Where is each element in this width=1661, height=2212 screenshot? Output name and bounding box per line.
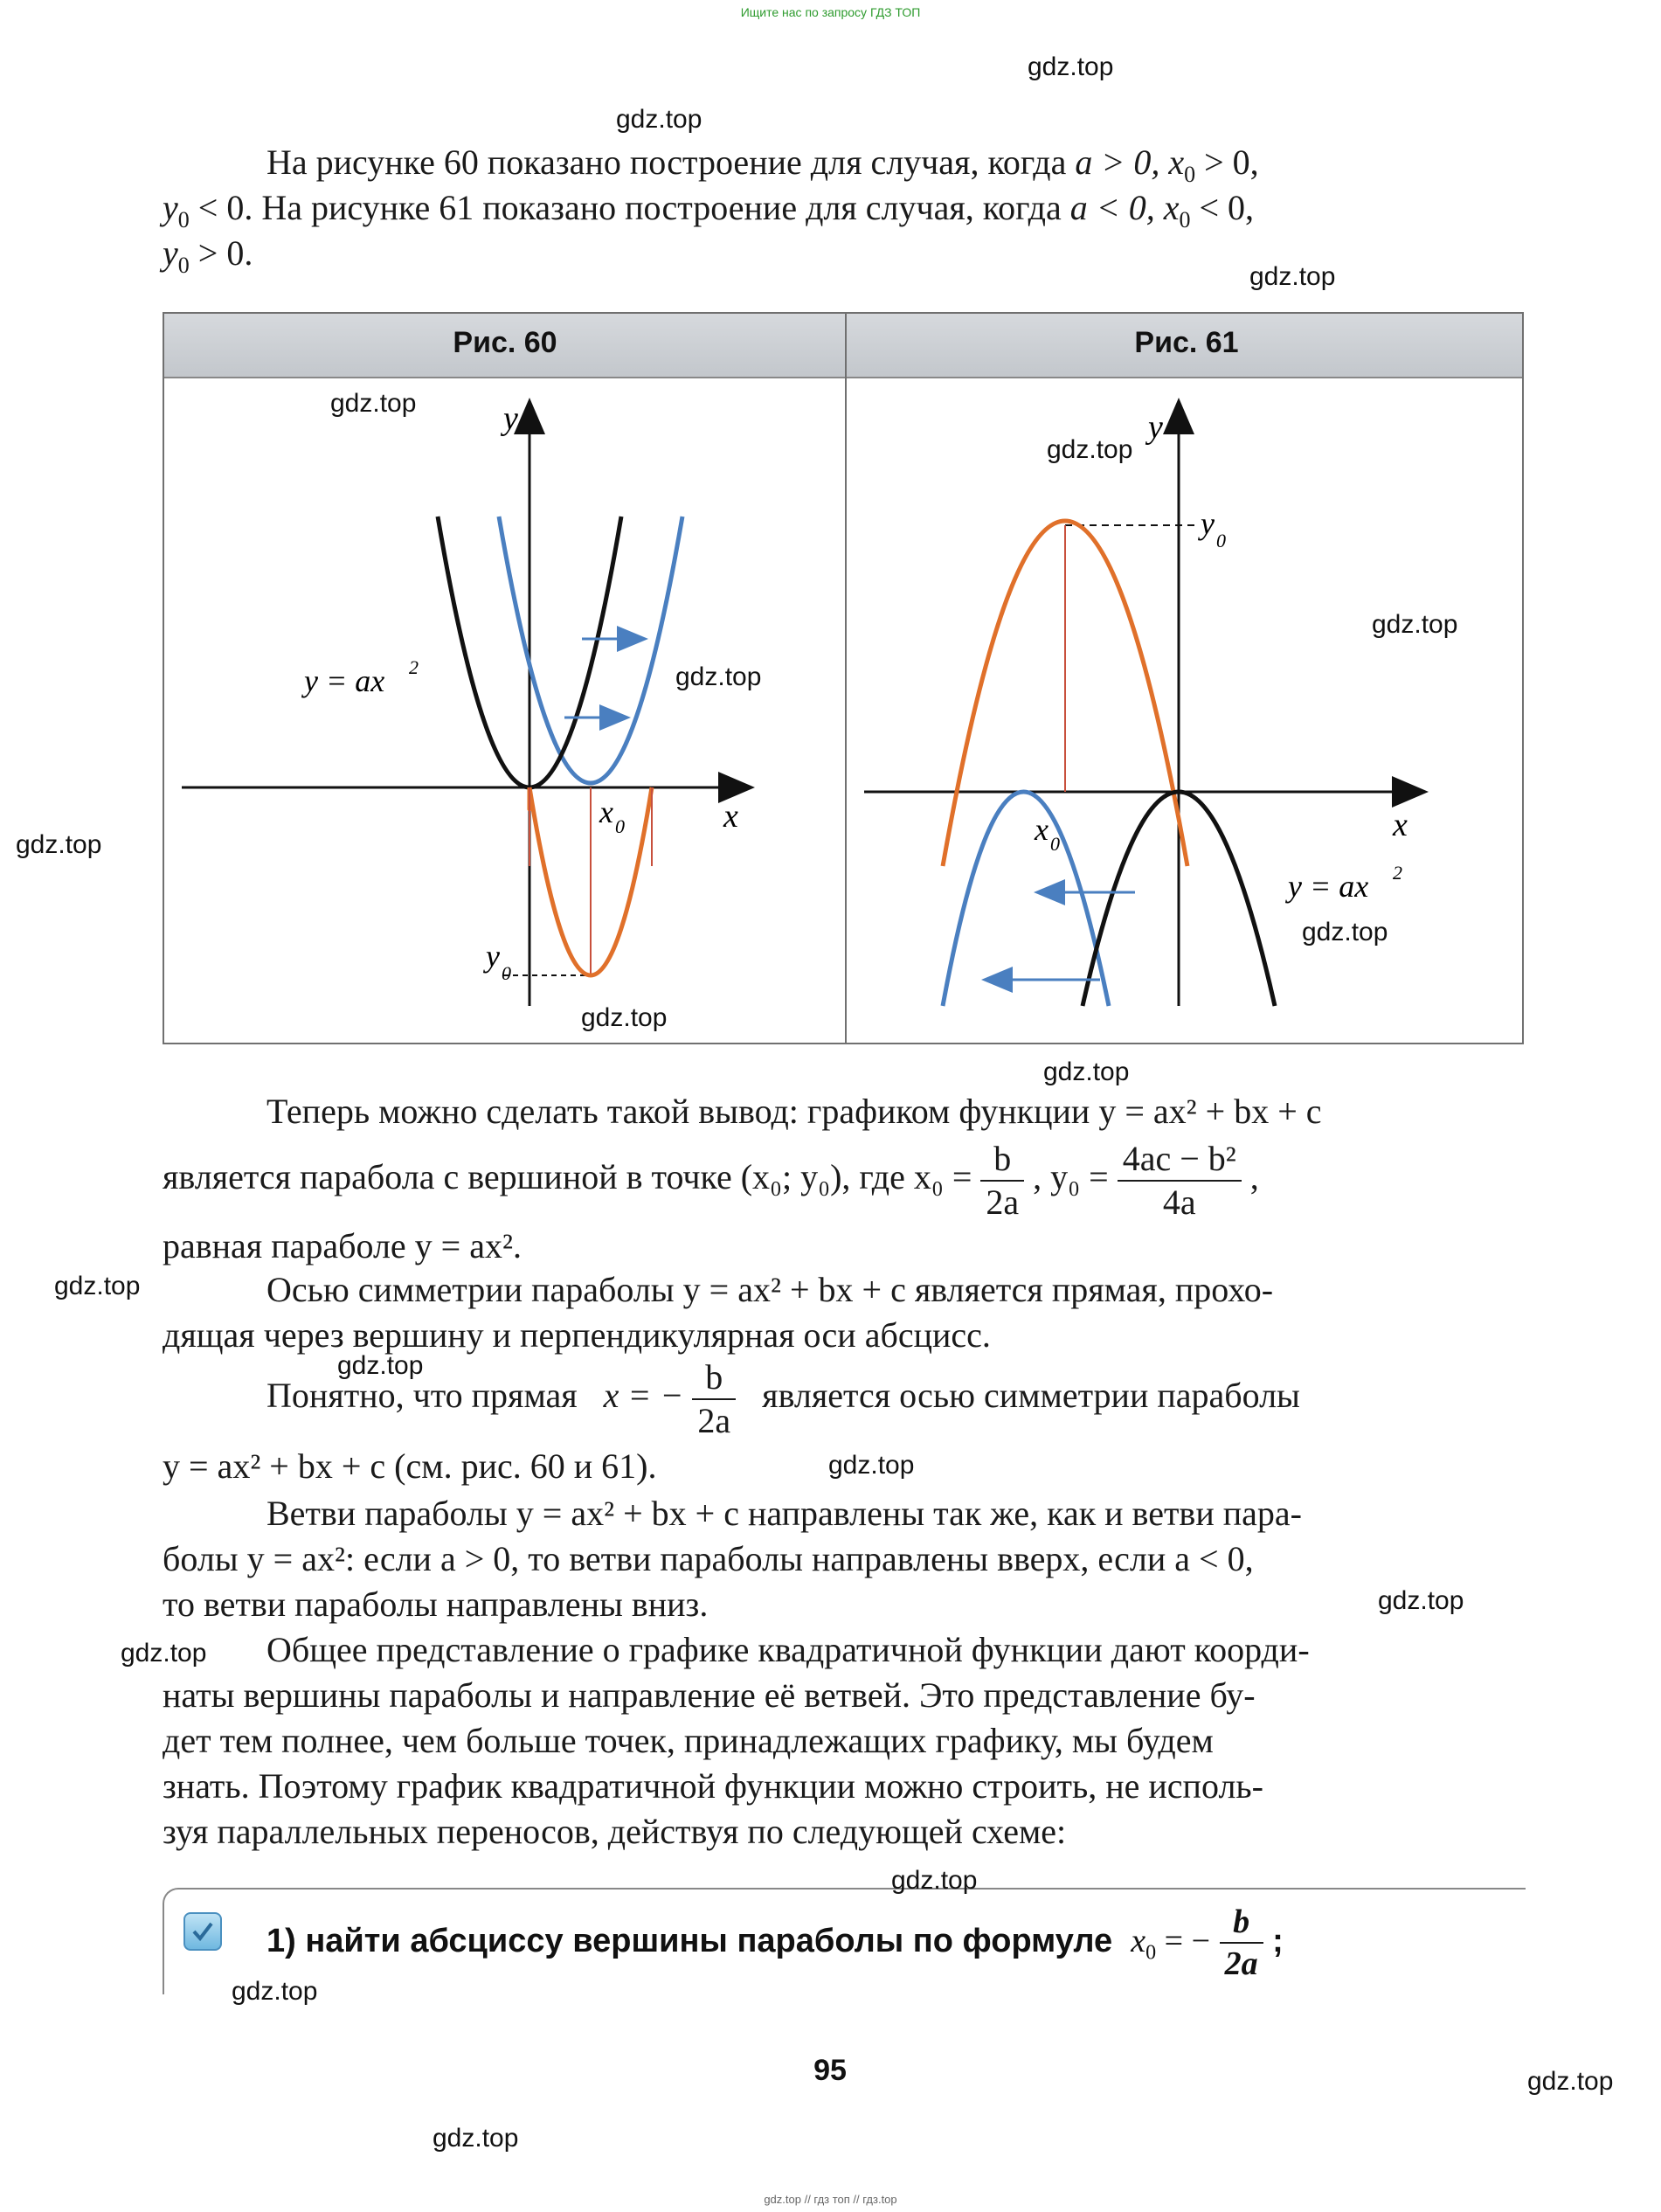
fig61-plot [847, 377, 1524, 1041]
fig60-blue-parabola [499, 517, 682, 783]
conclusion-line-1: Теперь можно сделать такой вывод: графиком функции y = ax² + bx + c [266, 1092, 1322, 1131]
conclusion-line-3: равная параболе y = ax². [163, 1226, 522, 1265]
fig60-label-func: y = ax [304, 663, 385, 698]
svg-text:0: 0 [1050, 833, 1060, 855]
fig61-label-x0: x [1035, 812, 1049, 847]
intro-line-1: На рисунке 60 показано построение для случая, когда a > 0, $x_0 > 0$, [266, 142, 1259, 187]
intro-line-2: $y_0 < 0$. На рисунке 61 показано построение для случая, когда a < 0, $x_0 < 0$, [163, 188, 1255, 232]
general-line-5: зуя параллельных переносов, действуя по следующей схеме: [163, 1812, 1067, 1851]
watermark: gdz.top [121, 1639, 207, 1668]
general-line-1: Общее представление о графике квадратичной функции дают коорди- [266, 1630, 1310, 1669]
svg-text:2: 2 [409, 656, 419, 678]
axis-fraction: $\frac{b}{2a}$ [692, 1360, 736, 1439]
watermark: gdz.top [1378, 1586, 1464, 1615]
footer-note: gdz.top // гдз топ // гдз.top [764, 2193, 897, 2206]
svg-text:0: 0 [615, 815, 625, 837]
branches-line-1: Ветви параболы y = ax² + bx + c направлены так же, как и ветви пара- [266, 1494, 1302, 1533]
watermark: gdz.top [1372, 610, 1458, 639]
svg-text:2: 2 [1393, 862, 1402, 884]
y0-fraction: $\frac{\text{4ac − b²}}{4a}$ [1118, 1141, 1242, 1220]
fig61-label-y: y [1148, 409, 1163, 446]
fig60-label-x0: x [599, 794, 613, 829]
general-line-2: наты вершины параболы и направление её ветвей. Это представление бу- [163, 1675, 1256, 1715]
page-number: 95 [813, 2054, 847, 2087]
fig60-label-y0: y [486, 939, 500, 974]
watermark: gdz.top [616, 105, 702, 134]
svg-text:0: 0 [502, 962, 511, 984]
axis-line-2: y = ax² + bx + c (см. рис. 60 и 61). [163, 1446, 657, 1486]
fig61-blue-parabola [943, 792, 1109, 1006]
watermark: gdz.top [675, 662, 762, 691]
fig60-label-y: y [503, 400, 518, 437]
check-icon [183, 1912, 222, 1951]
watermark: gdz.top [1249, 262, 1336, 291]
symmetry-line-1: Осью симметрии параболы y = ax² + bx + c является прямая, прохо- [266, 1270, 1274, 1309]
fig60-label-x: x [723, 798, 738, 835]
watermark: gdz.top [1043, 1057, 1130, 1086]
conclusion-line-2: является парабола с вершиной в точке (x₀; y₀), где x₀ = $\frac{b}{2a}$ , y₀ = $\frac{\text{4ac − b²}}{4a}$ , [163, 1139, 1259, 1222]
fig60-title: Рис. 60 [453, 326, 557, 359]
symmetry-line-2: дящая через вершину и перпендикулярная оси абсцисс. [163, 1315, 991, 1355]
watermark: gdz.top [1302, 918, 1388, 947]
x0-fraction: $\frac{b}{2a}$ [980, 1141, 1024, 1220]
watermark: gdz.top [891, 1866, 978, 1895]
watermark: gdz.top [337, 1351, 424, 1380]
fig61-label-func: y = ax [1288, 869, 1369, 904]
branches-line-3: то ветви параболы направлены вниз. [163, 1584, 709, 1624]
branches-line-2: болы y = ax²: если a > 0, то ветви параболы направлены вверх, если a < 0, [163, 1539, 1254, 1578]
fig61-title: Рис. 61 [1134, 326, 1239, 359]
watermark: gdz.top [232, 1977, 318, 2006]
watermark: gdz.top [581, 1003, 668, 1032]
watermark: gdz.top [16, 830, 102, 859]
fig61-label-y0: y [1201, 506, 1215, 541]
rule-fraction: $\frac{b}{2a}$ [1220, 1905, 1263, 1980]
watermark: gdz.top [1527, 2067, 1614, 2096]
watermark: gdz.top [1047, 435, 1133, 464]
header-note: Ищите нас по запросу ГДЗ ТОП [740, 5, 921, 19]
watermark: gdz.top [433, 2124, 519, 2153]
rule-step-1: 1) найти абсциссу вершины параболы по формуле $x_0$ = − $\frac{b}{2a}$ ; [266, 1903, 1284, 1982]
axis-line-1: Понятно, что прямая x = − $\frac{b}{2a}$ является осью симметрии параболы [266, 1357, 1300, 1440]
watermark: gdz.top [54, 1272, 141, 1300]
svg-text:0: 0 [1216, 530, 1226, 551]
intro-line-3: $y_0 > 0$. [163, 233, 253, 278]
watermark: gdz.top [1028, 52, 1114, 81]
watermark: gdz.top [828, 1451, 915, 1480]
fig60-plot [164, 377, 844, 1041]
watermark: gdz.top [330, 389, 417, 418]
general-line-3: дет тем полнее, чем больше точек, принадлежащих графику, мы будем [163, 1721, 1214, 1760]
general-line-4: знать. Поэтому график квадратичной функции можно строить, не исполь- [163, 1766, 1263, 1806]
fig61-label-x: x [1393, 807, 1408, 843]
